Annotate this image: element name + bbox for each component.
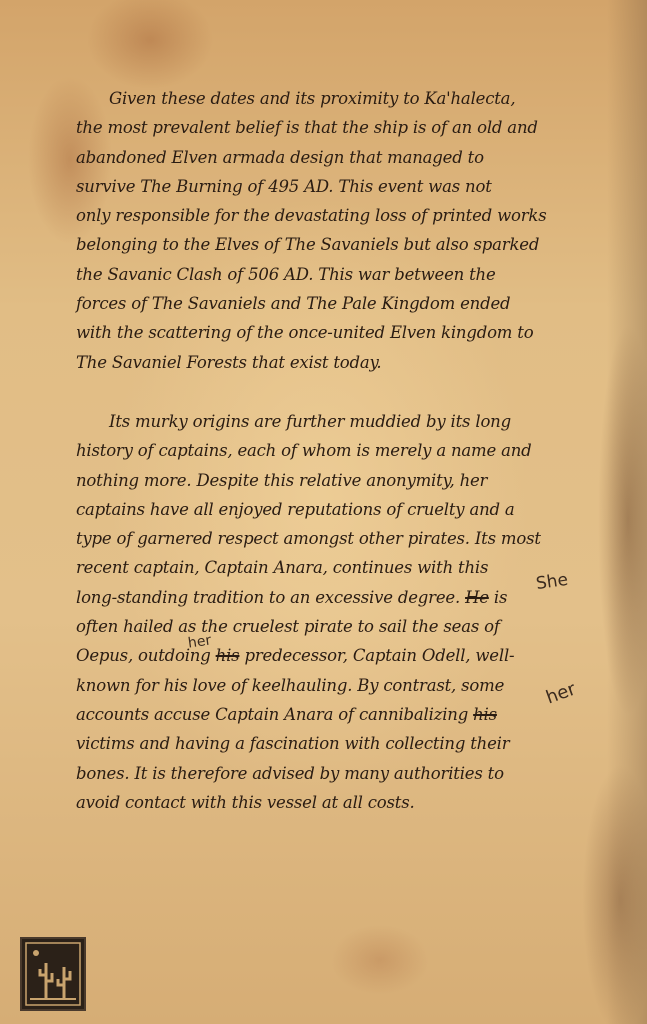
text-line: belonging to the Elves of The Savaniels but also sparked [76,235,540,255]
text-segment: is [488,587,508,607]
text-line: history of captains, each of whom is merely a name and [76,441,532,461]
text-segment: accounts accuse Captain Anara of cannibalizing [76,704,474,724]
struck-word: his [473,704,497,724]
text-line: recent captain, Captain Anara, continues with this [76,558,489,578]
text-line [76,700,576,729]
text-line: the most prevalent belief is that the ship is of an old and [76,118,538,138]
text-line: bones. It is therefore advised by many authorities to [76,763,504,783]
cactus-seal-icon [20,937,86,1011]
text-line: known for his love of keelhauling. By contrast, some [76,675,505,695]
text-line: captains have all enjoyed reputations of cruelty and a [76,499,515,519]
text-line: often hailed as the cruelest pirate to sail the seas of [76,617,500,637]
struck-word: his [215,646,240,666]
struck-word: He [465,587,489,607]
text-segment: long-standing tradition to an excessive degree. [76,587,466,607]
text-line: forces of The Savaniels and The Pale Kingdom ended [76,294,511,314]
text-line: Its murky origins are further muddied by its long [109,412,511,431]
text-line: nothing more. Despite this relative anonymity, her [76,470,488,490]
text-segment: predecessor, Captain Odell, well- [239,646,515,666]
handwritten-correction-her: her [543,678,579,709]
text-line: only responsible for the devastating loss of printed works [76,206,547,226]
handwritten-correction-her: her [186,632,213,652]
text-segment: Oepus, outdoing [76,646,216,666]
handwritten-correction-she: She [534,569,570,595]
text-line [76,641,576,670]
text-line: abandoned Elven armada design that managed to [76,147,484,167]
text-line: type of garnered respect amongst other pirates. Its most [76,529,541,549]
text-line: avoid contact with this vessel at all costs. [76,792,415,812]
text-line: Given these dates and its proximity to Ka'halecta, [109,89,516,108]
text-line: victims and having a fascination with collecting their [76,734,510,754]
page-edge-shadow [607,0,647,1024]
text-line: the Savanic Clash of 506 AD. This war between the [76,264,496,284]
text-line: The Savaniel Forests that exist today. [76,352,382,372]
text-line: with the scattering of the once-united Elven kingdom to [76,323,534,343]
paragraph-2 [76,407,579,817]
text-line: survive The Burning of 495 AD. This event was not [76,176,492,196]
text-line [76,583,576,612]
paragraph-1 [76,84,576,377]
